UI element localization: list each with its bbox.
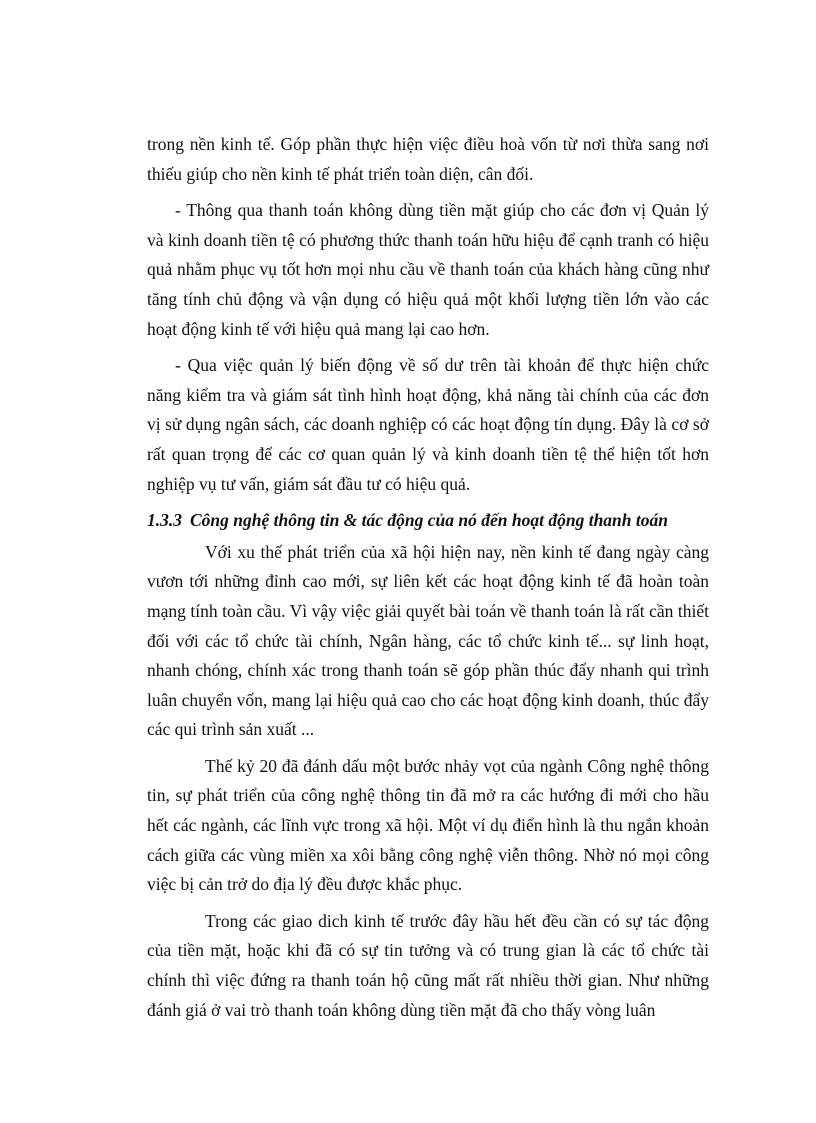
paragraph-cashless-benefit: - Thông qua thanh toán không dùng tiền mặt giúp cho các đơn vị Quản lý và kinh doanh tiền tệ có phương thức thanh toán hữu hiệu để cạnh tranh có hiệu quả nhằm phục vụ tốt hơn mọi nhu cầu về thanh toán của khách hàng cũng như tăng tính chủ động và vận dụng có hiệu quả một khối lượng tiền lớn vào các hoạt động kinh tế với hiệu quả mang lại cao hơn. bbox=[147, 200, 709, 339]
section-title: Công nghệ thông tin & tác động của nó đến hoạt động thanh toán bbox=[190, 510, 668, 531]
paragraph-globalization: Với xu thế phát triển của xã hội hiện nay, nền kinh tế đang ngày càng vươn tới những đỉnh cao mới, sự liên kết các hoạt động kinh tế đã hoàn toàn mạng tính toàn cầu. Vì vậy việc giải quyết bài toán về thanh toán là rất cần thiết đối với các tổ chức tài chính, Ngân hàng, các tổ chức kinh tế... sự linh hoạt, nhanh chóng, chính xác trong thanh toán sẽ góp phần thúc đẩy nhanh qui trình luân chuyển vốn, mang lại hiệu quả cao cho các hoạt động kinh doanh, thúc đẩy các qui trình sản xuất ... bbox=[147, 541, 709, 740]
paragraph-it-development: Thế kỷ 20 đã đánh dấu một bước nhảy vọt của ngành Công nghệ thông tin, sự phát triển của công nghệ thông tin đã mở ra các hướng đi mới cho hầu hết các ngành, các lĩnh vực trong xã hội. Một ví dụ điển hình là thu ngắn khoản cách giữa các vùng miền xa xôi bằng công nghệ viễn thông. Nhờ nó mọi công việc bị cản trở do địa lý đều được khắc phục. bbox=[147, 755, 709, 895]
document-body bbox=[147, 130, 709, 1032]
section-number: 1.3.3 bbox=[147, 510, 182, 531]
paragraph-account-monitoring: - Qua việc quản lý biến động về số dư trên tài khoản để thực hiện chức năng kiểm tra và giám sát tình hình hoạt động, khả năng tài chính của các đơn vị sử dụng ngân sách, các doanh nghiệp có các hoạt động tín dụng. Đây là cơ sở rất quan trọng để các cơ quan quản lý và kinh doanh tiền tệ thể hiện tốt hơn nghiệp vụ tư vấn, giám sát đầu tư có hiệu quả. bbox=[147, 355, 709, 494]
section-heading bbox=[147, 506, 709, 536]
paragraph-transactions: Trong các giao dich kinh tế trước đây hầu hết đều cần có sự tác động của tiền mặt, hoặc khi đã có sự tin tưởng và có trung gian là các tổ chức tài chính thì việc đứng ra thanh toán hộ cũng mất rất nhiều thời gian. Như những đánh giá ở vai trò thanh toán không dùng tiền mặt đã cho thấy vòng luân bbox=[147, 910, 709, 1020]
paragraph-continuation: trong nền kinh tế. Góp phần thực hiện việc điều hoà vốn từ nơi thừa sang nơi thiếu giúp cho nền kinh tế phát triển toàn diện, cân đối. bbox=[147, 134, 709, 184]
